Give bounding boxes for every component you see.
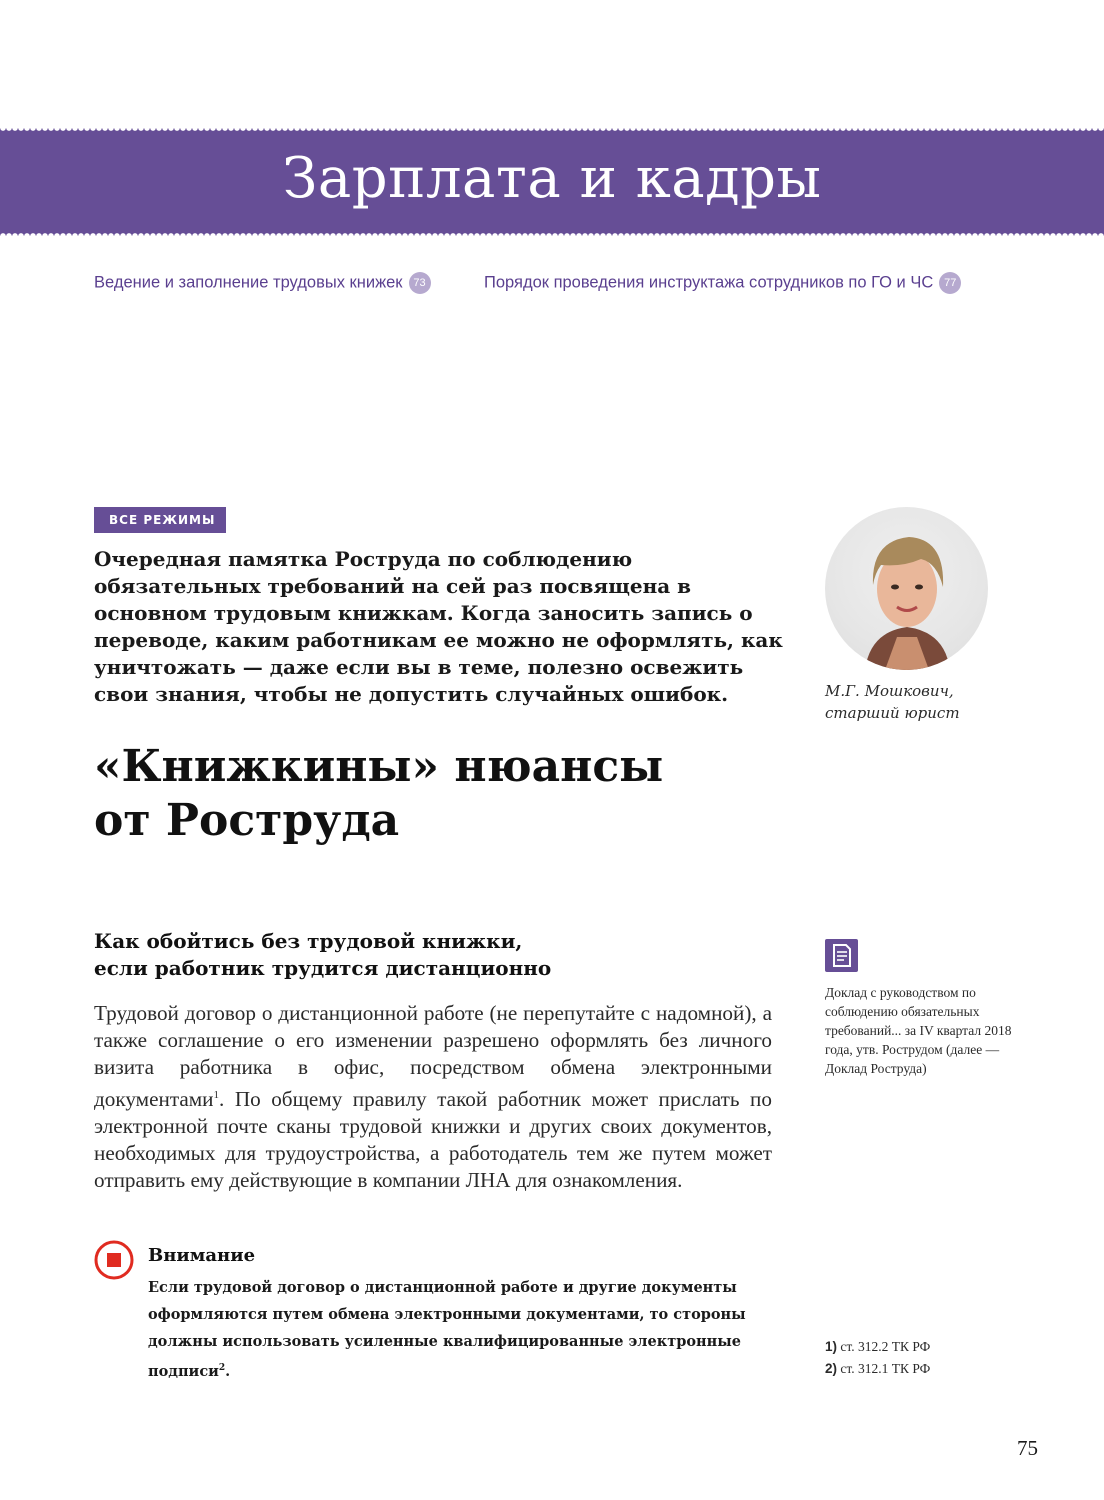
- toc-label: Порядок проведения инструктажа сотрудников по ГО и ЧС: [484, 273, 934, 292]
- headline-line: от Роструда: [94, 795, 400, 846]
- document-icon: [825, 939, 858, 972]
- page-number: 75: [1017, 1436, 1038, 1460]
- sidenote-source: Доклад с руководством по соблюдению обязательных требований... за IV квартал 2018 года, утв. Рострудом (далее — Доклад Роструда): [825, 985, 1012, 1076]
- toc-page-badge: 77: [939, 272, 961, 294]
- article-headline: [94, 740, 794, 848]
- toc-link-labor-books[interactable]: [94, 272, 431, 294]
- footnote-item: [825, 1358, 930, 1380]
- footnote-ref[interactable]: 1: [213, 1088, 220, 1101]
- subhead-line: если работник трудится дистанционно: [94, 956, 552, 980]
- banner-top-edge: [0, 128, 1104, 134]
- footnote-item: [825, 1336, 930, 1358]
- author-photo-icon: [825, 507, 988, 670]
- attention-text: [148, 1274, 778, 1385]
- stop-icon: [94, 1240, 134, 1280]
- attention-title: Внимание: [148, 1245, 256, 1266]
- author-role: старший юрист: [825, 704, 960, 722]
- regime-tag: ВСЕ РЕЖИМЫ: [94, 507, 226, 533]
- section-title: Зарплата и кадры: [282, 146, 822, 211]
- toc-label: Ведение и заполнение трудовых книжек: [94, 273, 403, 292]
- toc-page-badge: 73: [409, 272, 431, 294]
- footnote-num: 1): [825, 1339, 838, 1354]
- lead-paragraph: Очередная памятка Роструда по соблюдению обязательных требований на сей раз посвящена в основном трудовым книжкам. Когда заносить запись о переводе, каким работникам ее можно не оформлять, как уничтожать — даже если вы в теме, полезно освежить свои знания, чтобы не допустить случайных ошибок.: [94, 547, 783, 706]
- section-banner: [0, 128, 1104, 236]
- attention-end: .: [225, 1362, 231, 1380]
- footnote-text: ст. 312.1 ТК РФ: [840, 1361, 931, 1376]
- toc-link-civil-defense[interactable]: [484, 272, 961, 294]
- author-portrait: [825, 507, 988, 670]
- author-name: М.Г. Мошкович,: [825, 682, 954, 700]
- footnote-num: 2): [825, 1361, 838, 1376]
- banner-bottom-edge: [0, 230, 1104, 236]
- author-caption: [825, 680, 960, 724]
- body-text-part: . По общему правилу такой работник может прислать по электронной почте сканы трудовой книжки и других своих документов, необходимых для трудоустройства, а работодатель тем же путем может отправить ему действующие в компании ЛНА для ознакомления.: [94, 1086, 772, 1193]
- footnote-text: ст. 312.2 ТК РФ: [840, 1339, 931, 1354]
- attention-body: Если трудовой договор о дистанционной работе и другие документы оформляются путем обмена электронными документами, то стороны должны использовать усиленные квалифицированные электронные подписи: [148, 1279, 746, 1380]
- body-paragraph: [94, 1000, 772, 1194]
- section-subheading: [94, 928, 734, 982]
- headline-line: «Книжкины» нюансы: [94, 741, 664, 792]
- footnotes: [825, 1336, 930, 1380]
- body-text-part: Трудовой договор о дистанционной работе (не перепутайте с надомной), а также соглашение о его изменении разрешено оформлять без личного визита работника в офис, посредством обмена электронными документами: [94, 1001, 772, 1111]
- footnote-ref[interactable]: 2: [218, 1363, 226, 1373]
- subhead-line: Как обойтись без трудовой книжки,: [94, 929, 523, 953]
